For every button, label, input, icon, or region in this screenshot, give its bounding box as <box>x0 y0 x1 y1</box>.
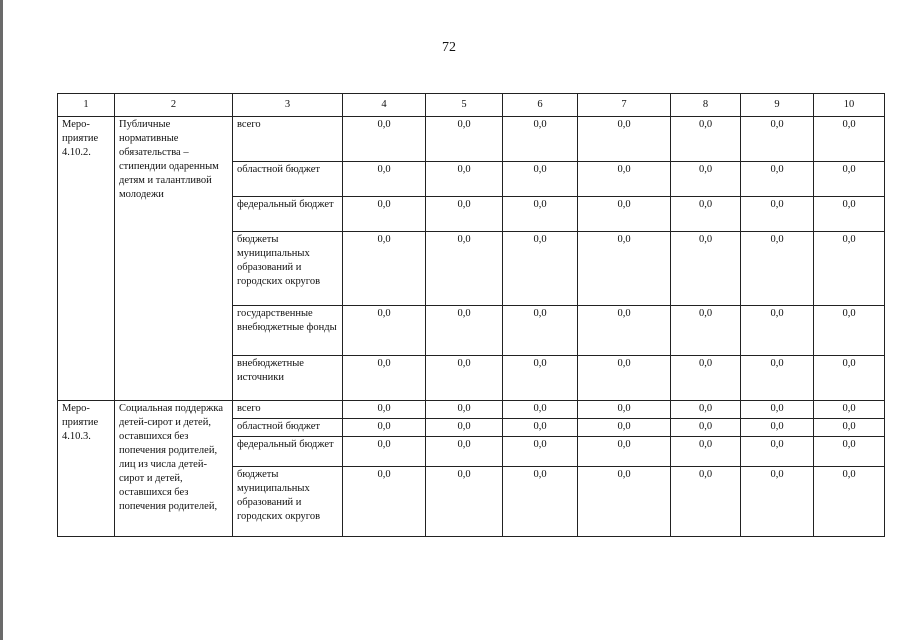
funding-source: бюджеты муниципальных образований и городских округов <box>233 467 343 537</box>
table-cell: 0,0 <box>343 437 426 467</box>
table-cell: 0,0 <box>741 437 814 467</box>
table-cell: 0,0 <box>814 419 885 437</box>
table-cell: 0,0 <box>503 306 578 356</box>
table-cell: 0,0 <box>671 162 741 197</box>
table-cell: 0,0 <box>426 162 503 197</box>
measure-name: Публичные нормативные обязательства – стипендии одаренным детям и талантливой молодежи <box>115 117 233 401</box>
measure-code-line: Меро- <box>62 119 90 130</box>
measure-code-line: приятие <box>62 417 99 428</box>
table-cell: 0,0 <box>814 306 885 356</box>
table-cell: 0,0 <box>426 117 503 162</box>
table-cell: 0,0 <box>503 117 578 162</box>
table-cell: 0,0 <box>503 162 578 197</box>
funding-source: всего <box>233 117 343 162</box>
table-cell: 0,0 <box>671 197 741 232</box>
table-cell: 0,0 <box>426 467 503 537</box>
table-cell: 0,0 <box>814 467 885 537</box>
page-number: 72 <box>442 40 456 55</box>
scan-edge <box>0 0 3 640</box>
table-cell: 0,0 <box>503 401 578 419</box>
table-cell: 0,0 <box>814 437 885 467</box>
funding-source: федеральный бюджет <box>233 197 343 232</box>
table-cell: 0,0 <box>671 467 741 537</box>
funding-source: внебюджетные источники <box>233 356 343 401</box>
table-cell: 0,0 <box>426 306 503 356</box>
table-cell: 0,0 <box>814 232 885 306</box>
table-cell: 0,0 <box>578 437 671 467</box>
table-cell: 0,0 <box>503 197 578 232</box>
column-header: 5 <box>426 94 503 117</box>
column-header: 3 <box>233 94 343 117</box>
table-cell: 0,0 <box>814 162 885 197</box>
funding-source: бюджеты муниципальных образований и городских округов <box>233 232 343 306</box>
table-cell: 0,0 <box>343 419 426 437</box>
table-cell: 0,0 <box>503 356 578 401</box>
table-cell: 0,0 <box>343 401 426 419</box>
table-cell: 0,0 <box>578 401 671 419</box>
measure-code-line: 4.10.3. <box>62 431 91 442</box>
table-cell: 0,0 <box>741 306 814 356</box>
measure-code-line: Меро- <box>62 403 90 414</box>
table-cell: 0,0 <box>426 356 503 401</box>
table-cell: 0,0 <box>671 401 741 419</box>
table-cell: 0,0 <box>741 197 814 232</box>
table-cell: 0,0 <box>741 356 814 401</box>
column-header: 10 <box>814 94 885 117</box>
table-cell: 0,0 <box>578 419 671 437</box>
table-cell: 0,0 <box>741 419 814 437</box>
table-cell: 0,0 <box>741 232 814 306</box>
table-cell: 0,0 <box>503 419 578 437</box>
table-cell: 0,0 <box>426 419 503 437</box>
funding-source: всего <box>233 401 343 419</box>
table-cell: 0,0 <box>426 437 503 467</box>
column-header: 1 <box>58 94 115 117</box>
measure-code-line: 4.10.2. <box>62 147 91 158</box>
funding-source: федеральный бюджет <box>233 437 343 467</box>
measure-name: Социальная поддержка детей-сирот и детей, оставшихся без попечения родителей, лиц из числа детей-сирот и детей, оставшихся без попечения родителей, <box>115 401 233 537</box>
funding-source: государственные внебюджетные фонды <box>233 306 343 356</box>
header-row <box>58 94 885 117</box>
table-cell: 0,0 <box>578 197 671 232</box>
table-cell: 0,0 <box>741 467 814 537</box>
table-cell: 0,0 <box>814 401 885 419</box>
table-cell: 0,0 <box>343 162 426 197</box>
column-header: 7 <box>578 94 671 117</box>
column-header: 4 <box>343 94 426 117</box>
table-cell: 0,0 <box>671 306 741 356</box>
table-cell: 0,0 <box>426 401 503 419</box>
funding-source: областной бюджет <box>233 419 343 437</box>
funding-source: областной бюджет <box>233 162 343 197</box>
table-cell: 0,0 <box>343 117 426 162</box>
table-cell: 0,0 <box>503 467 578 537</box>
table-cell: 0,0 <box>343 197 426 232</box>
table-cell: 0,0 <box>671 117 741 162</box>
table-cell: 0,0 <box>671 232 741 306</box>
table-cell: 0,0 <box>343 356 426 401</box>
column-header: 9 <box>741 94 814 117</box>
budget-table <box>57 93 885 537</box>
table-cell: 0,0 <box>578 162 671 197</box>
table-cell: 0,0 <box>741 162 814 197</box>
table-cell: 0,0 <box>503 437 578 467</box>
table-cell: 0,0 <box>426 197 503 232</box>
table-cell: 0,0 <box>741 401 814 419</box>
table-cell: 0,0 <box>814 117 885 162</box>
table-cell: 0,0 <box>741 117 814 162</box>
table-cell: 0,0 <box>671 419 741 437</box>
table-cell: 0,0 <box>343 467 426 537</box>
table-cell: 0,0 <box>814 356 885 401</box>
table-row <box>58 401 885 419</box>
table-cell: 0,0 <box>578 232 671 306</box>
column-header: 8 <box>671 94 741 117</box>
table-cell: 0,0 <box>671 356 741 401</box>
measure-code <box>58 117 115 401</box>
column-header: 6 <box>503 94 578 117</box>
table-cell: 0,0 <box>578 117 671 162</box>
table-cell: 0,0 <box>343 306 426 356</box>
table-cell: 0,0 <box>426 232 503 306</box>
table-cell: 0,0 <box>578 467 671 537</box>
measure-code <box>58 401 115 537</box>
table-cell: 0,0 <box>671 437 741 467</box>
table-cell: 0,0 <box>578 306 671 356</box>
measure-code-line: приятие <box>62 133 99 144</box>
table-cell: 0,0 <box>343 232 426 306</box>
table-cell: 0,0 <box>578 356 671 401</box>
table-cell: 0,0 <box>814 197 885 232</box>
column-header: 2 <box>115 94 233 117</box>
table-row <box>58 117 885 162</box>
table-cell: 0,0 <box>503 232 578 306</box>
